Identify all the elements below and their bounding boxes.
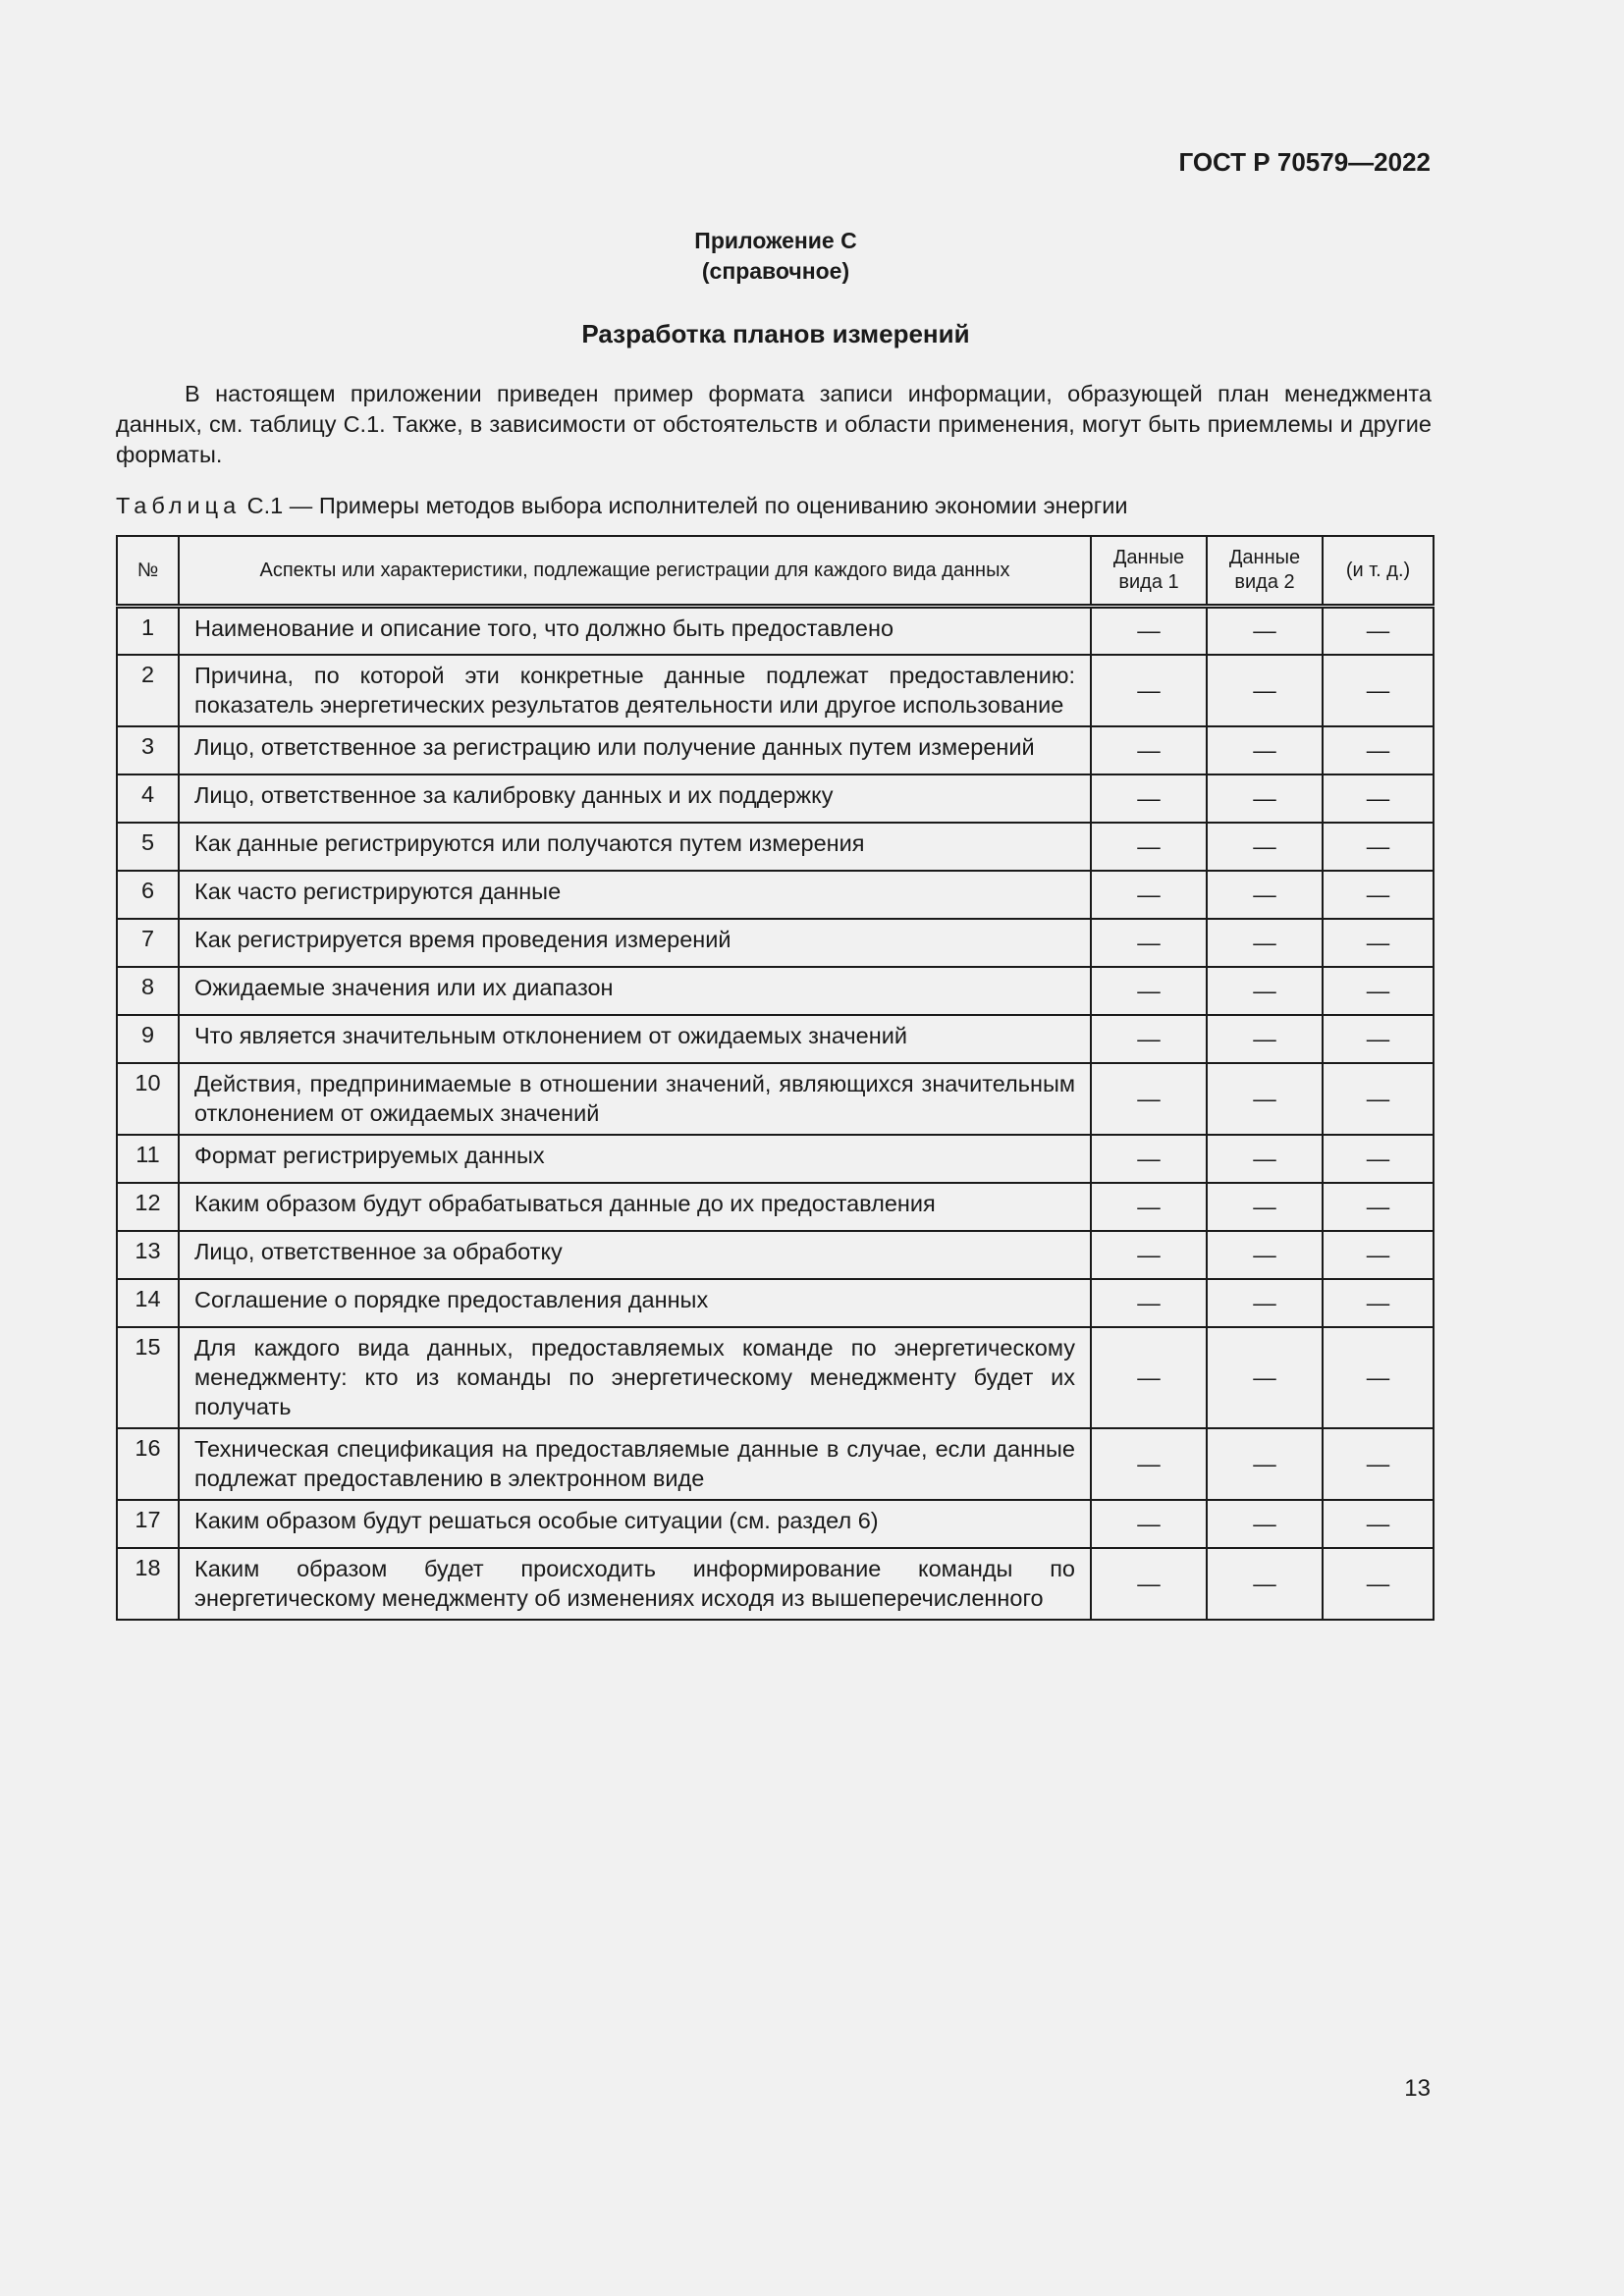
- data-type-2-cell: —: [1207, 607, 1323, 655]
- table-row: [117, 607, 1434, 655]
- data-type-etc-cell: —: [1323, 1063, 1434, 1135]
- table-caption-text: С.1 — Примеры методов выбора исполнителей по оцениванию экономии энергии: [241, 493, 1128, 518]
- row-number: 12: [117, 1183, 179, 1231]
- data-type-1-cell: —: [1091, 1231, 1207, 1279]
- data-type-2-cell: —: [1207, 967, 1323, 1015]
- data-type-etc-cell: —: [1323, 871, 1434, 919]
- data-type-etc-cell: —: [1323, 1015, 1434, 1063]
- data-type-etc-cell: —: [1323, 1135, 1434, 1183]
- column-header: (и т. д.): [1323, 536, 1434, 607]
- table-row: [117, 967, 1434, 1015]
- table-row: [117, 1231, 1434, 1279]
- row-number: 10: [117, 1063, 179, 1135]
- column-header: Аспекты или характеристики, подлежащие регистрации для каждого вида данных: [179, 536, 1091, 607]
- table-row: [117, 774, 1434, 823]
- data-type-2-cell: —: [1207, 919, 1323, 967]
- data-type-etc-cell: —: [1323, 919, 1434, 967]
- data-type-etc-cell: —: [1323, 1279, 1434, 1327]
- row-aspect-text: Техническая спецификация на предоставляемые данные в случае, если данные подлежат предоставлению в электронном виде: [179, 1428, 1091, 1500]
- row-number: 2: [117, 655, 179, 726]
- data-type-2-cell: —: [1207, 871, 1323, 919]
- data-type-2-cell: —: [1207, 1279, 1323, 1327]
- data-type-2-cell: —: [1207, 726, 1323, 774]
- data-type-2-cell: —: [1207, 1063, 1323, 1135]
- appendix-title: Приложение С: [694, 228, 857, 253]
- table-body: [117, 607, 1434, 1620]
- data-type-1-cell: —: [1091, 1428, 1207, 1500]
- data-type-etc-cell: —: [1323, 1183, 1434, 1231]
- appendix-heading: [0, 226, 1551, 287]
- row-number: 8: [117, 967, 179, 1015]
- data-type-1-cell: —: [1091, 1183, 1207, 1231]
- row-aspect-text: Лицо, ответственное за регистрацию или получение данных путем измерений: [179, 726, 1091, 774]
- data-type-1-cell: —: [1091, 1063, 1207, 1135]
- row-aspect-text: Ожидаемые значения или их диапазон: [179, 967, 1091, 1015]
- data-type-2-cell: —: [1207, 1548, 1323, 1620]
- row-aspect-text: Формат регистрируемых данных: [179, 1135, 1091, 1183]
- data-type-1-cell: —: [1091, 655, 1207, 726]
- table-caption: [116, 493, 1128, 519]
- column-header: Данные вида 1: [1091, 536, 1207, 607]
- data-type-1-cell: —: [1091, 1548, 1207, 1620]
- data-type-1-cell: —: [1091, 1135, 1207, 1183]
- data-type-2-cell: —: [1207, 1428, 1323, 1500]
- data-type-2-cell: —: [1207, 1135, 1323, 1183]
- row-aspect-text: Каким образом будут обрабатываться данные до их предоставления: [179, 1183, 1091, 1231]
- column-header: №: [117, 536, 179, 607]
- data-type-1-cell: —: [1091, 967, 1207, 1015]
- row-aspect-text: Как часто регистрируются данные: [179, 871, 1091, 919]
- table-header-row: [117, 536, 1434, 607]
- row-aspect-text: Лицо, ответственное за обработку: [179, 1231, 1091, 1279]
- data-type-etc-cell: —: [1323, 774, 1434, 823]
- data-type-1-cell: —: [1091, 726, 1207, 774]
- data-type-1-cell: —: [1091, 823, 1207, 871]
- table-row: [117, 919, 1434, 967]
- document-code: ГОСТ Р 70579—2022: [1178, 147, 1431, 177]
- data-type-etc-cell: —: [1323, 655, 1434, 726]
- row-aspect-text: Для каждого вида данных, предоставляемых команде по энергетическому менеджменту: кто из команды по энергетическому менеджменту будет их получать: [179, 1327, 1091, 1428]
- data-type-2-cell: —: [1207, 823, 1323, 871]
- data-type-etc-cell: —: [1323, 1231, 1434, 1279]
- row-aspect-text: Лицо, ответственное за калибровку данных и их поддержку: [179, 774, 1091, 823]
- data-type-etc-cell: —: [1323, 1500, 1434, 1548]
- data-table: [116, 535, 1435, 1621]
- row-number: 5: [117, 823, 179, 871]
- data-type-2-cell: —: [1207, 655, 1323, 726]
- table-row: [117, 871, 1434, 919]
- data-type-2-cell: —: [1207, 774, 1323, 823]
- column-header: Данные вида 2: [1207, 536, 1323, 607]
- page-number: 13: [1404, 2075, 1431, 2102]
- data-type-etc-cell: —: [1323, 607, 1434, 655]
- data-type-2-cell: —: [1207, 1231, 1323, 1279]
- row-aspect-text: Наименование и описание того, что должно быть предоставлено: [179, 607, 1091, 655]
- row-aspect-text: Действия, предпринимаемые в отношении значений, являющихся значительным отклонением от ожидаемых значений: [179, 1063, 1091, 1135]
- row-aspect-text: Что является значительным отклонением от ожидаемых значений: [179, 1015, 1091, 1063]
- row-aspect-text: Как регистрируется время проведения измерений: [179, 919, 1091, 967]
- data-type-1-cell: —: [1091, 871, 1207, 919]
- data-type-etc-cell: —: [1323, 1548, 1434, 1620]
- table-row: [117, 1327, 1434, 1428]
- row-aspect-text: Как данные регистрируются или получаются путем измерения: [179, 823, 1091, 871]
- data-type-2-cell: —: [1207, 1500, 1323, 1548]
- row-number: 18: [117, 1548, 179, 1620]
- row-number: 7: [117, 919, 179, 967]
- data-type-1-cell: —: [1091, 1015, 1207, 1063]
- row-aspect-text: Соглашение о порядке предоставления данных: [179, 1279, 1091, 1327]
- row-number: 15: [117, 1327, 179, 1428]
- data-type-1-cell: —: [1091, 607, 1207, 655]
- data-type-1-cell: —: [1091, 919, 1207, 967]
- data-type-2-cell: —: [1207, 1015, 1323, 1063]
- row-number: 16: [117, 1428, 179, 1500]
- table-row: [117, 1279, 1434, 1327]
- table-row: [117, 1063, 1434, 1135]
- table-row: [117, 1500, 1434, 1548]
- section-title: Разработка планов измерений: [581, 319, 970, 348]
- row-aspect-text: Каким образом будет происходить информирование команды по энергетическому менеджменту об изменениях исходя из вышеперечисленного: [179, 1548, 1091, 1620]
- data-type-etc-cell: —: [1323, 1428, 1434, 1500]
- data-type-etc-cell: —: [1323, 1327, 1434, 1428]
- row-number: 4: [117, 774, 179, 823]
- table-row: [117, 726, 1434, 774]
- data-type-etc-cell: —: [1323, 823, 1434, 871]
- row-number: 13: [117, 1231, 179, 1279]
- row-number: 14: [117, 1279, 179, 1327]
- table-row: [117, 1015, 1434, 1063]
- row-aspect-text: Причина, по которой эти конкретные данные подлежат предоставлению: показатель энергетических результатов деятельности или другое использование: [179, 655, 1091, 726]
- appendix-subtitle: (справочное): [701, 258, 850, 284]
- data-type-1-cell: —: [1091, 1500, 1207, 1548]
- table-row: [117, 1428, 1434, 1500]
- data-type-1-cell: —: [1091, 774, 1207, 823]
- intro-paragraph: В настоящем приложении приведен пример формата записи информации, образующей план менеджмента данных, см. таблицу С.1. Также, в зависимости от обстоятельств и области применения, могут быть приемлемы и другие форматы.: [116, 381, 1432, 467]
- table-row: [117, 823, 1434, 871]
- row-number: 11: [117, 1135, 179, 1183]
- data-type-2-cell: —: [1207, 1327, 1323, 1428]
- row-number: 6: [117, 871, 179, 919]
- row-number: 9: [117, 1015, 179, 1063]
- table-row: [117, 1135, 1434, 1183]
- table-row: [117, 1548, 1434, 1620]
- row-aspect-text: Каким образом будут решаться особые ситуации (см. раздел 6): [179, 1500, 1091, 1548]
- row-number: 1: [117, 607, 179, 655]
- data-type-1-cell: —: [1091, 1279, 1207, 1327]
- data-type-etc-cell: —: [1323, 726, 1434, 774]
- table-row: [117, 655, 1434, 726]
- row-number: 17: [117, 1500, 179, 1548]
- data-type-1-cell: —: [1091, 1327, 1207, 1428]
- data-type-etc-cell: —: [1323, 967, 1434, 1015]
- table-row: [117, 1183, 1434, 1231]
- table-caption-label: Таблица: [116, 493, 242, 518]
- row-number: 3: [117, 726, 179, 774]
- data-type-2-cell: —: [1207, 1183, 1323, 1231]
